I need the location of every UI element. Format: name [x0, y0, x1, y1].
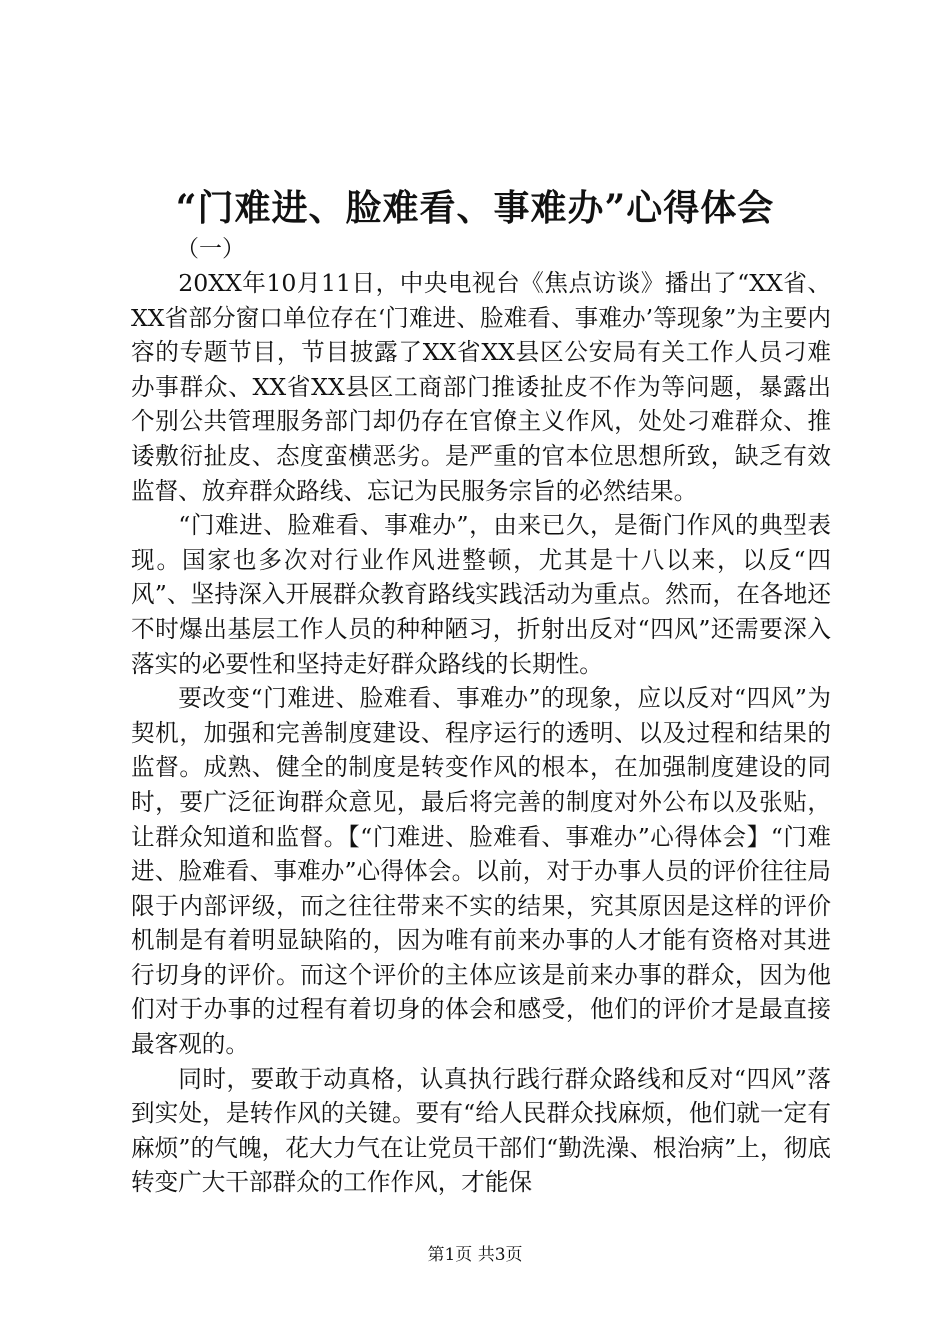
page-footer: 第1页 共3页: [427, 1245, 523, 1265]
section-mark: （一）: [176, 236, 245, 262]
paragraph: “门难进、脸难看、事难办”，由来已久，是衙门作风的典型表现。国家也多次对行业作风进整顿，尤其是十八以来，以反“四风”、坚持深入开展群众教育路线实践活动为重点。然而，在各地还不时爆出基层工作人员的种种陋习，折射出反对“四风”还需要深入落实的必要性和坚持走好群众路线的长期性。: [131, 511, 831, 678]
document-title: “门难进、脸难看、事难办”心得体会: [175, 187, 775, 229]
document-body: [131, 266, 831, 1200]
paragraph: 同时，要敢于动真格，认真执行践行群众路线和反对“四风”落到实处，是转作风的关键。要有“给人民群众找麻烦，他们就一定有麻烦”的气魄，花大力气在让党员干部们“勤洗澡、根治病”上，彻底转变广大干部群众的工作作风，才能保: [131, 1064, 831, 1197]
paragraph: 要改变“门难进、脸难看、事难办”的现象，应以反对“四风”为契机，加强和完善制度建设、程序运行的透明、以及过程和结果的监督。成熟、健全的制度是转变作风的根本，在加强制度建设的同时，要广泛征询群众意见，最后将完善的制度对外公布以及张贴，让群众知道和监督。【“门难进、脸难看、事难办”心得体会】“门难进、脸难看、事难办”心得体会。以前，对于办事人员的评价往往局限于内部评级，而之往往带来不实的结果，究其原因是这样的评价机制是有着明显缺陷的，因为唯有前来办事的人才能有资格对其进行切身的评价。而这个评价的主体应该是前来办事的群众，因为他们对于办事的过程有着切身的体会和感受，他们的评价才是最直接最客观的。: [131, 684, 831, 1059]
paragraph: 20XX年10月11日，中央电视台《焦点访谈》播出了“XX省、XX省部分窗口单位存在‘门难进、脸难看、事难办’等现象”为主要内容的专题节目，节目披露了XX省XX县区公安局有关工作人员刁难办事群众、XX省XX县区工商部门推诿扯皮不作为等问题，暴露出个别公共管理服务部门却仍存在官僚主义作风，处处刁难群众、推诿敷衍扯皮、态度蛮横恶劣。是严重的官本位思想所致，缺乏有效监督、放弃群众路线、忘记为民服务宗旨的必然结果。: [131, 269, 831, 505]
